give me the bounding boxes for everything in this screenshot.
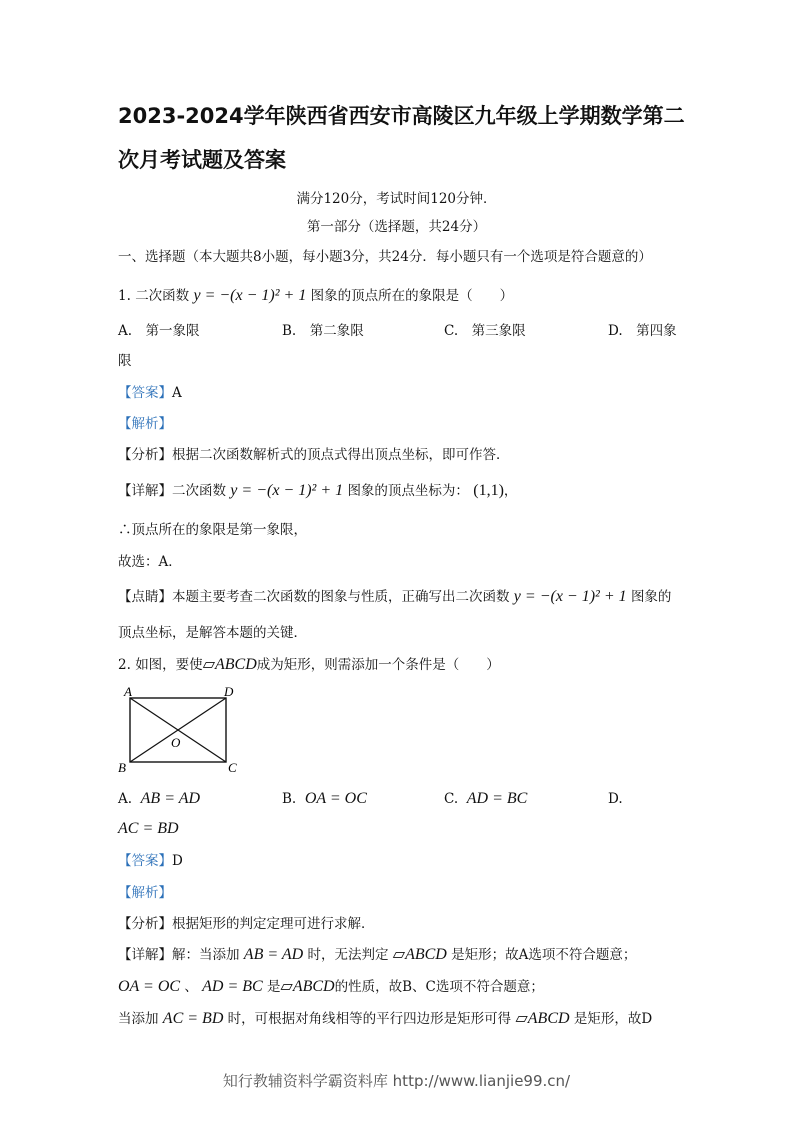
q1-answer-label: 【答案】: [118, 385, 172, 401]
q2-option-d-label: D.: [608, 791, 623, 807]
q1-xiangjie-label: 【详解】: [118, 483, 172, 499]
q2-stem: [118, 656, 500, 674]
document-title-line1: 2023-2024学年陕西省西安市高陵区九年级上学期数学第二: [118, 104, 685, 128]
q1-xiangjie-mid: 图象的顶点坐标为：: [347, 483, 469, 499]
q2-option-b: [282, 790, 367, 808]
q1-option-b: B. 第二象限: [282, 323, 364, 339]
q2-answer-value: D: [172, 853, 183, 869]
vertex-label-a: A: [124, 686, 132, 699]
q2-xj3-b: 时，可根据对角线相等的平行四边形是矩形可得: [227, 1011, 512, 1027]
q2-answer-label: 【答案】: [118, 853, 172, 869]
q1-fenxi-text: 根据二次函数解析式的顶点式得出顶点坐标，即可作答．: [172, 447, 510, 463]
q1-xiangjie: [118, 482, 517, 500]
q2-option-d-text: AC = BD: [118, 820, 179, 837]
q1-choose: 故选：A．: [118, 554, 182, 570]
q2-number: 2.: [118, 657, 131, 673]
q2-answer: [118, 852, 183, 870]
q2-xj2-a: 是: [267, 979, 281, 995]
q2-xj1-c: 是矩形；故A选项不符合题意；: [451, 947, 637, 963]
q2-option-b-label: B.: [282, 791, 297, 807]
q1-xiangjie-before: 二次函数: [172, 483, 226, 499]
q1-analysis-label: 【解析】: [118, 416, 172, 432]
q2-xiangjie-line1: [118, 946, 636, 964]
q1-fenxi-label: 【分析】: [118, 447, 172, 463]
q2-option-b-text: OA = OC: [304, 790, 367, 807]
q1-vertex: (1,1): [473, 482, 504, 499]
q2-option-a-text: AB = AD: [140, 790, 201, 807]
q2-xj3-para: ▱ABCD: [515, 1010, 570, 1027]
q1-xiangjie-formula: y = −(x − 1)² + 1: [230, 482, 344, 499]
q1-options: [118, 322, 678, 340]
q1-xiangjie-end: ，: [503, 483, 518, 499]
q2-xj2-cond1: OA = OC: [118, 978, 181, 995]
q1-number: 1.: [118, 288, 131, 304]
section1-heading: 一、选择题（本大题共8小题，每小题3分，共24分．每小题只有一个选项是符合题意的）: [118, 249, 652, 265]
vertex-label-c: C: [228, 760, 237, 775]
vertex-label-d: D: [224, 686, 234, 699]
q2-fenxi-label: 【分析】: [118, 916, 172, 932]
q2-xj1-b: 时，无法判定: [307, 947, 389, 963]
vertex-label-b: B: [118, 760, 126, 775]
q2-xj2-para: ▱ABCD: [280, 978, 335, 995]
q1-answer: [118, 384, 182, 402]
q2-stem-after: 成为矩形，则需添加一个条件是（ ）: [256, 657, 500, 673]
q1-stem-after: 图象的顶点所在的象限是（ ）: [310, 288, 514, 304]
q2-xj3-cond: AC = BD: [162, 1010, 224, 1027]
footer-watermark: 知行教辅资料学霸资料库 http://www.lianjie99.cn/: [222, 1072, 571, 1090]
q2-option-c: [444, 790, 527, 808]
q2-xiangjie-line3: [118, 1010, 652, 1028]
q2-xiangjie-line2: [118, 978, 544, 996]
q1-dianjing-label: 【点睛】: [118, 589, 172, 605]
q1-option-d: D. 第四象: [608, 323, 677, 339]
q2-stem-before: 如图，要使: [135, 657, 203, 673]
q2-xj2-sep: 、: [184, 979, 198, 995]
q1-answer-value: A: [172, 385, 182, 401]
center-label-o: O: [171, 735, 181, 750]
q2-options: [118, 790, 678, 810]
q1-dianjing-formula: y = −(x − 1)² + 1: [513, 588, 627, 605]
q2-xj3-a: 当添加: [118, 1011, 159, 1027]
q2-option-a-label: A.: [118, 791, 133, 807]
q1-dianjing-before: 本题主要考查二次函数的图象与性质，正确写出二次函数: [172, 589, 510, 605]
part1-heading: 第一部分（选择题，共24分）: [306, 219, 487, 235]
q2-xiangjie-label: 【详解】: [118, 947, 172, 963]
q1-dianjing-after: 图象的: [630, 589, 672, 605]
q1-dianjing-line2: 顶点坐标，是解答本题的关键．: [118, 625, 307, 641]
q2-fenxi-text: 根据矩形的判定定理可进行求解．: [172, 916, 375, 932]
q2-analysis-label: 【解析】: [118, 885, 172, 901]
q1-fenxi: [118, 446, 510, 464]
q2-xj2-b: 的性质，故B、C选项不符合题意；: [334, 979, 544, 995]
q1-option-c: C. 第三象限: [444, 323, 526, 339]
q2-option-c-text: AD = BC: [466, 790, 528, 807]
q2-xj2-cond2: AD = BC: [202, 978, 263, 995]
q2-option-a: [118, 790, 200, 808]
q2-parallelogram: ▱ABCD: [202, 656, 257, 673]
q2-option-c-label: C.: [444, 791, 459, 807]
document-title-line2: 次月考试题及答案: [118, 148, 286, 172]
q1-formula: y = −(x − 1)² + 1: [193, 287, 307, 304]
q1-therefore: ∴顶点所在的象限是第一象限，: [118, 522, 307, 538]
q1-stem-before: 二次函数: [135, 288, 190, 304]
q1-stem: [118, 287, 513, 305]
q1-dianjing: [118, 588, 671, 606]
q1-option-a: A. 第一象限: [118, 323, 200, 339]
q2-xj3-c: 是矩形，故D: [573, 1011, 653, 1027]
score-time-note: 满分120分，考试时间120分钟．: [296, 191, 497, 207]
q1-option-d-wrap: 限: [118, 353, 132, 369]
rectangle-abcd-figure: [116, 686, 246, 776]
q2-xj1-para: ▱ABCD: [392, 946, 447, 963]
q2-xj1-cond: AB = AD: [243, 946, 304, 963]
q2-fenxi: [118, 915, 375, 933]
q2-xj1-a: 解：当添加: [172, 947, 240, 963]
